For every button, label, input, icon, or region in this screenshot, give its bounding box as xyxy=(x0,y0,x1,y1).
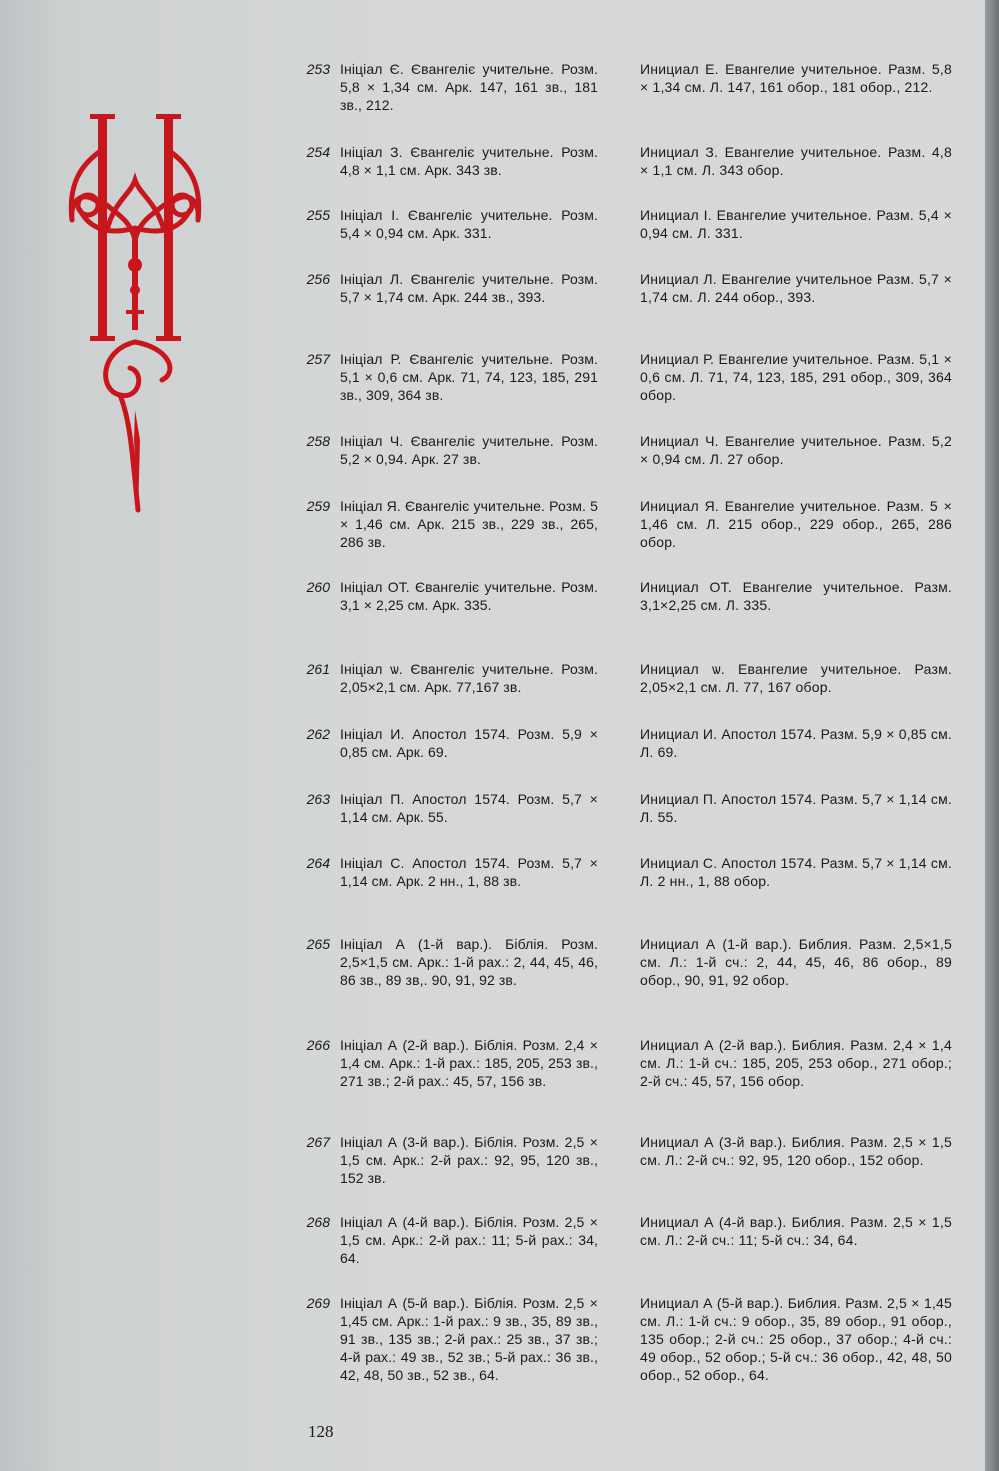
entry-text-russian: Инициал ѡ. Евангелие учительное. Разм. 2,05×2,1 см. Л. 77, 167 обор. xyxy=(640,661,952,695)
entry-number: 269 xyxy=(306,1295,330,1311)
entry-text-russian: Инициал Я. Евангелие учительное. Разм. 5 × 1,46 см. Л. 215 обор., 229 обор., 265, 286 обор. xyxy=(640,498,952,550)
entry-text-ukrainian: Ініціал ОТ. Євангеліє учительне. Розм. 3,1 × 2,25 см. Арк. 335. xyxy=(340,579,598,613)
entry-text-ukrainian: Ініціал А (5-й вар.). Біблія. Розм. 2,5 × 1,45 см. Арк.: 1-й рах.: 9 зв., 35, 89 зв., 91 зв., 135 зв.; 2-й рах.: 25 зв., 37 зв.; 4-й рах.: 49 зв., 52 зв.; 5-й рах.: 36 зв., 42, 48, 50 зв., 52 зв., 64. xyxy=(340,1295,598,1383)
entry-text-russian: Инициал И. Апостол 1574. Разм. 5,9 × 0,85 см. Л. 69. xyxy=(640,726,952,760)
entry-text-russian: Инициал З. Евангелие учительное. Разм. 4,8 × 1,1 см. Л. 343 обор. xyxy=(640,144,952,178)
entry-text-russian: Инициал Е. Евангелие учительное. Разм. 5,8 × 1,34 см. Л. 147, 161 обор., 181 обор., 212. xyxy=(640,61,952,95)
entry-text-russian: Инициал А (5-й вар.). Библия. Разм. 2,5 × 1,45 см. Л.: 1-й сч.: 9 обор., 35, 89 обор., 91 обор., 135 обор.; 2-й сч.: 25 обор., 37 обор.; 4-й сч.: 49 обор., 52 обор.; 5-й сч.: 36 обор., 42, 48, 50 обор., 52 обор., 64. xyxy=(640,1295,952,1383)
entry-number: 257 xyxy=(306,351,330,367)
entry-text-ukrainian: Ініціал А (4-й вар.). Біблія. Розм. 2,5 × 1,5 см. Арк.: 2-й рах.: 11; 5-й рах.: 34, 64. xyxy=(340,1214,598,1266)
entry-number: 261 xyxy=(306,661,330,677)
page-edge-shadow xyxy=(985,0,999,1471)
entry-text-ukrainian: Ініціал П. Апостол 1574. Розм. 5,7 × 1,14 см. Арк. 55. xyxy=(340,791,598,825)
entry-text-russian: Инициал ОТ. Евангелие учительное. Разм. 3,1×2,25 см. Л. 335. xyxy=(640,579,952,613)
entry-number: 259 xyxy=(306,498,330,514)
entry-text-russian: Инициал П. Апостол 1574. Разм. 5,7 × 1,14 см. Л. 55. xyxy=(640,791,952,825)
entry-number: 267 xyxy=(306,1134,330,1150)
entry-number: 262 xyxy=(306,726,330,742)
entry-text-ukrainian: Ініціал Я. Євангеліє учительне. Розм. 5 × 1,46 см. Арк. 215 зв., 229 зв., 265, 286 зв. xyxy=(340,498,598,550)
entry-text-ukrainian: Ініціал И. Апостол 1574. Розм. 5,9 × 0,85 см. Арк. 69. xyxy=(340,726,598,760)
entry-text-ukrainian: Ініціал З. Євангеліє учительне. Розм. 4,8 × 1,1 см. Арк. 343 зв. xyxy=(340,144,598,178)
entry-number: 256 xyxy=(306,271,330,287)
entry-text-russian: Инициал Р. Евангелие учительное. Разм. 5,1 × 0,6 см. Л. 71, 74, 123, 185, 291 обор., 309, 364 обор. xyxy=(640,351,952,403)
entry-text-russian: Инициал А (3-й вар.). Библия. Разм. 2,5 × 1,5 см. Л.: 2-й сч.: 92, 95, 120 обор., 152 обор. xyxy=(640,1134,952,1168)
entry-number: 265 xyxy=(306,936,330,952)
entry-number: 268 xyxy=(306,1214,330,1230)
entry-text-ukrainian: Ініціал А (2-й вар.). Біблія. Розм. 2,4 × 1,4 см. Арк.: 1-й рах.: 185, 205, 253 зв., 271 зв.; 2-й рах.: 45, 57, 156 зв. xyxy=(340,1037,598,1089)
entry-text-russian: Инициал А (4-й вар.). Библия. Разм. 2,5 × 1,5 см. Л.: 2-й сч.: 11; 5-й сч.: 34, 64. xyxy=(640,1214,952,1248)
entry-text-ukrainian: Ініціал С. Апостол 1574. Розм. 5,7 × 1,14 см. Арк. 2 нн., 1, 88 зв. xyxy=(340,855,598,889)
entry-text-ukrainian: Ініціал І. Євангеліє учительне. Розм. 5,4 × 0,94 см. Арк. 331. xyxy=(340,207,598,241)
entry-number: 266 xyxy=(306,1037,330,1053)
decorative-initial-ornament xyxy=(60,110,210,520)
entry-text-ukrainian: Ініціал Р. Євангеліє учительне. Розм. 5,1 × 0,6 см. Арк. 71, 74, 123, 185, 291 зв., 309, 364 зв. xyxy=(340,351,598,403)
entry-text-ukrainian: Ініціал Є. Євангеліє учительне. Розм. 5,8 × 1,34 см. Арк. 147, 161 зв., 181 зв., 212. xyxy=(340,61,598,113)
entry-text-ukrainian: Ініціал А (1-й вар.). Біблія. Розм. 2,5×1,5 см. Арк.: 1-й рах.: 2, 44, 45, 46, 86 зв., 89 зв,. 90, 91, 92 зв. xyxy=(340,936,598,988)
entry-number: 260 xyxy=(306,579,330,595)
entry-number: 263 xyxy=(306,791,330,807)
entry-text-russian: Инициал А (1-й вар.). Библия. Разм. 2,5×1,5 см. Л.: 1-й сч.: 2, 44, 45, 46, 86 обор., 89 обор., 90, 91, 92 обор. xyxy=(640,936,952,988)
entry-number: 258 xyxy=(306,433,330,449)
entry-text-russian: Инициал С. Апостол 1574. Разм. 5,7 × 1,14 см. Л. 2 нн., 1, 88 обор. xyxy=(640,855,953,889)
entry-number: 253 xyxy=(306,61,330,77)
entry-text-ukrainian: Ініціал А (3-й вар.). Біблія. Розм. 2,5 × 1,5 см. Арк.: 2-й рах.: 92, 95, 120 зв., 152 зв. xyxy=(340,1134,598,1186)
entry-number: 254 xyxy=(306,144,330,160)
entry-text-russian: Инициал І. Евангелие учительное. Разм. 5,4 × 0,94 см. Л. 331. xyxy=(640,207,952,241)
entry-text-russian: Инициал Ч. Евангелие учительное. Разм. 5,2 × 0,94 см. Л. 27 обор. xyxy=(640,433,952,467)
entry-text-russian: Инициал Л. Евангелие учительное Разм. 5,7 × 1,74 см. Л. 244 обор., 393. xyxy=(640,271,952,305)
entry-number: 255 xyxy=(306,207,330,223)
page-number: 128 xyxy=(308,1422,334,1441)
entry-text-russian: Инициал А (2-й вар.). Библия. Разм. 2,4 × 1,4 см. Л.: 1-й сч.: 185, 205, 253 обор., 271 обор.; 2-й сч.: 45, 57, 156 обор. xyxy=(640,1037,952,1089)
entry-text-ukrainian: Ініціал Л. Євангеліє учительне. Розм. 5,7 × 1,74 см. Арк. 244 зв., 393. xyxy=(340,271,598,305)
entry-text-ukrainian: Ініціал ѡ. Євангеліє учительне. Розм. 2,05×2,1 см. Арк. 77,167 зв. xyxy=(340,661,598,695)
entry-number: 264 xyxy=(306,855,330,871)
entry-text-ukrainian: Ініціал Ч. Євангеліє учительне. Розм. 5,2 × 0,94. Арк. 27 зв. xyxy=(340,433,598,467)
